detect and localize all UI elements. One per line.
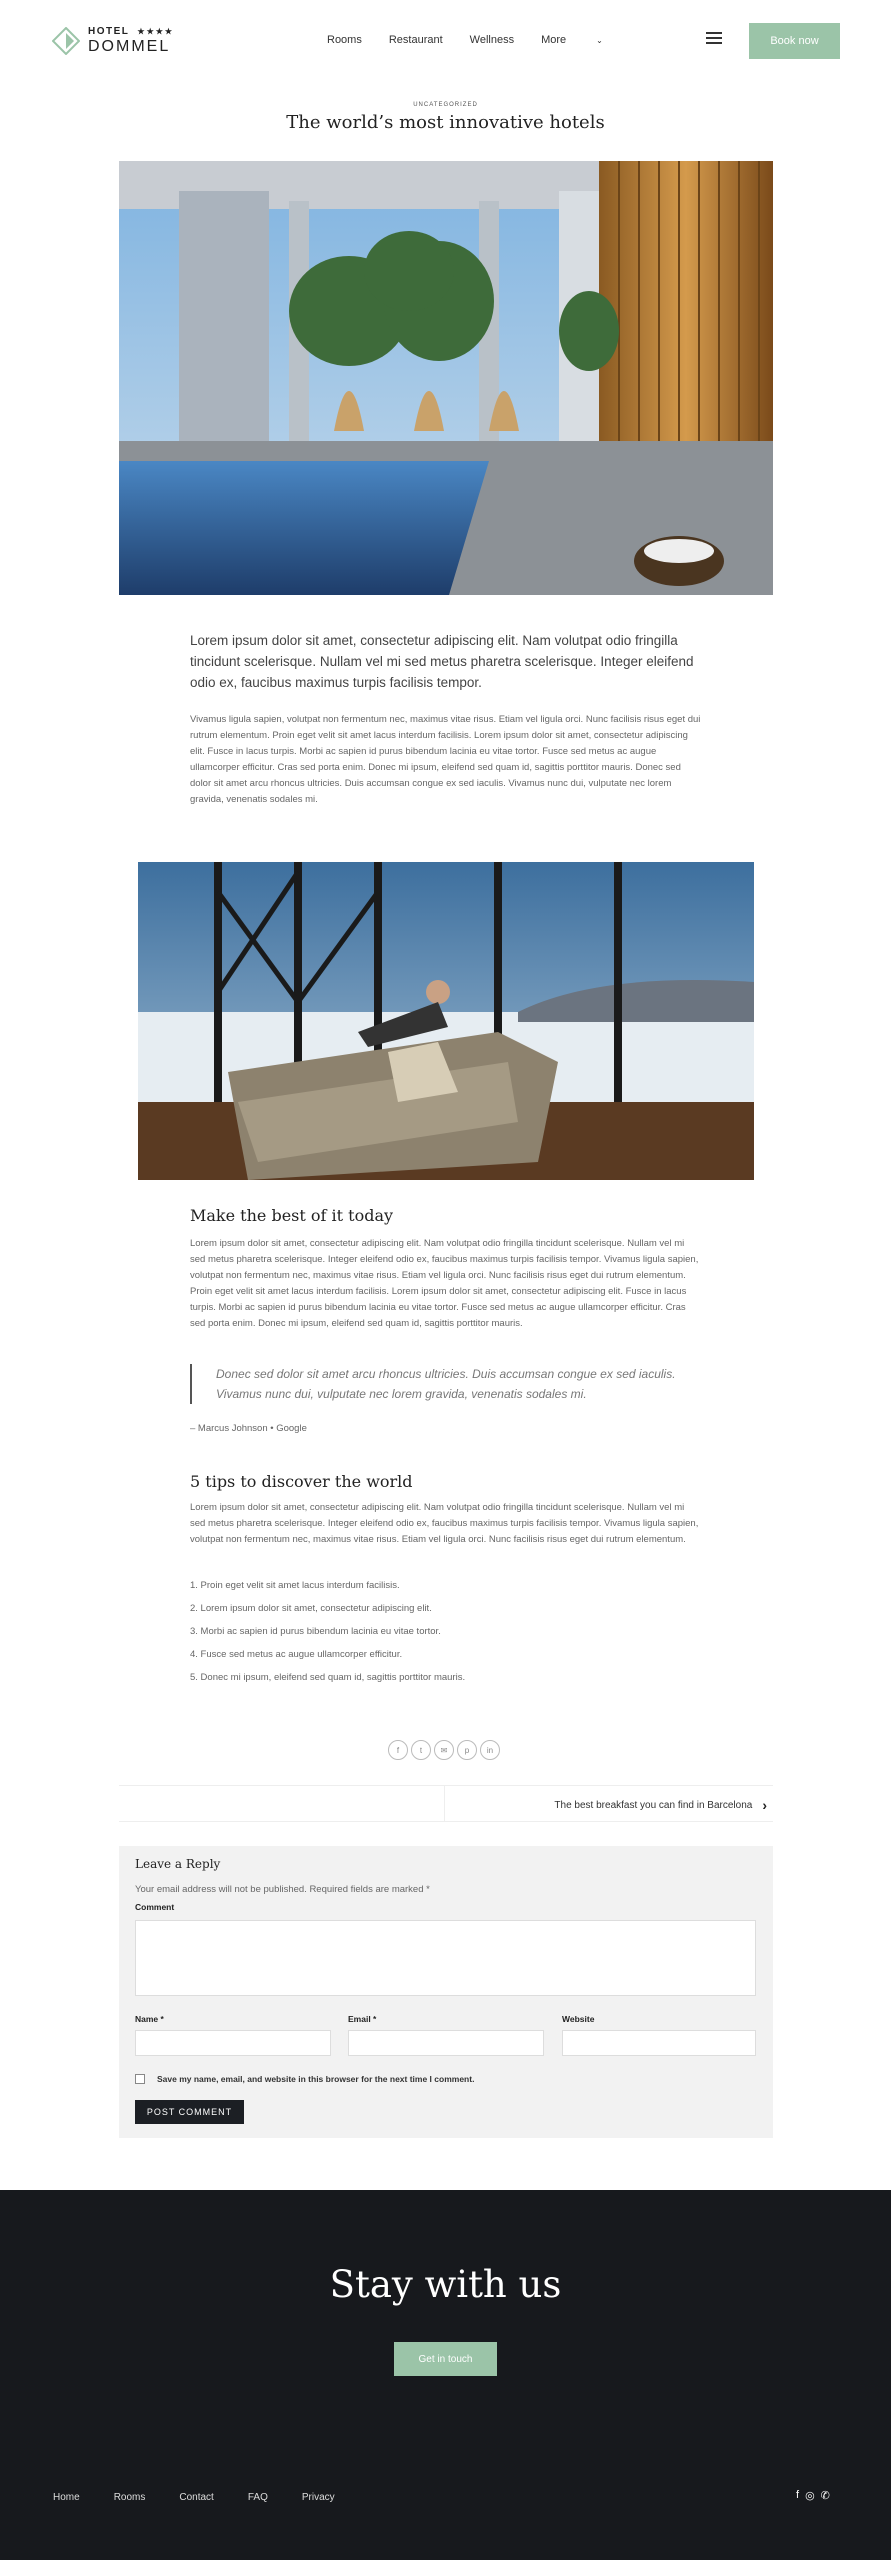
post-comment-button[interactable]: POST COMMENT <box>135 2100 244 2124</box>
chevron-down-icon: ⌄ <box>596 35 603 45</box>
nav-more-label: More <box>541 34 567 46</box>
footer-nav-privacy[interactable]: Privacy <box>301 2492 335 2503</box>
reply-note: Your email address will not be published. Required fields are marked * <box>135 1884 430 1895</box>
reply-title: Leave a Reply <box>135 1857 221 1871</box>
logo-stars: ★★★★ <box>137 27 175 36</box>
section-heading-tips: 5 tips to discover the world <box>190 1472 413 1491</box>
chevron-right-icon: › <box>762 1797 767 1813</box>
logo-name-text: DOMMEL <box>88 38 171 55</box>
post-navigation <box>119 1785 773 1822</box>
linkedin-icon[interactable]: in <box>480 1740 500 1760</box>
list-item: 1. Proin eget velit sit amet lacus interdum facilisis. <box>190 1580 400 1591</box>
reply-form <box>119 1846 773 2138</box>
list-item: 4. Fusce sed metus ac augue ullamcorper efficitur. <box>190 1649 403 1660</box>
site-footer <box>0 2190 891 2560</box>
save-info-row <box>135 2074 474 2084</box>
footer-nav-contact[interactable]: Contact <box>179 2492 214 2503</box>
post-title: The world’s most innovative hotels <box>286 112 605 133</box>
website-input[interactable] <box>562 2030 756 2056</box>
name-input[interactable] <box>135 2030 331 2056</box>
footer-nav <box>53 2492 369 2503</box>
nav-more[interactable] <box>541 34 630 46</box>
book-now-button[interactable]: Book now <box>749 23 840 59</box>
pinterest-icon[interactable]: p <box>457 1740 477 1760</box>
facebook-icon[interactable]: f <box>388 1740 408 1760</box>
footer-nav-faq[interactable]: FAQ <box>247 2492 268 2503</box>
get-in-touch-button[interactable]: Get in touch <box>394 2342 497 2376</box>
menu-icon[interactable] <box>706 32 722 46</box>
email-label: Email * <box>348 2014 377 2024</box>
main-nav <box>327 34 657 46</box>
instagram-icon[interactable]: ◎ <box>805 2490 815 2502</box>
post-lead: Lorem ipsum dolor sit amet, consectetur adipiscing elit. Nam volutpat odio fringilla tincidunt scelerisque. Nullam vel mi sed metus pharetra scelerisque. Integer eleifend odio ex, faucibus maximus turpis facilisis tempor. <box>190 633 694 690</box>
next-post-link[interactable] <box>554 1797 767 1813</box>
email-input[interactable] <box>348 2030 544 2056</box>
name-label: Name * <box>135 2014 164 2024</box>
phone-icon[interactable]: ✆ <box>820 2490 830 2502</box>
post-paragraph-1: Vivamus ligula sapien, volutpat non fermentum nec, maximus vitae risus. Etiam vel ligula orci. Nunc facilisis risus eget dui rutrum elementum. Proin eget velit sit amet lacus interdum facilisis. Lorem ipsum dolor sit amet, consectetur adipiscing elit. Fusce in lacus turpis. Morbi ac sapien id purus bibendum lacinia eu vitae tortor. Fusce sed metus ac augue ullamcorper efficitur. Cras sed porta enim. Donec mi ipsum, eleifend sed quam id, sagittis porttitor mauris. Donec sed dolor sit amet arcu rhoncus ultricies. Duis accumsan congue ex sed iaculis. Vivamus nunc dui, vulputate nec lorem gravida, venenatis sodales mi. <box>190 714 701 805</box>
website-label: Website <box>562 2014 595 2024</box>
diamond-logo-icon <box>52 27 80 55</box>
tips-list <box>190 1580 701 1695</box>
save-info-checkbox[interactable] <box>135 2074 145 2084</box>
post-category[interactable]: UNCATEGORIZED <box>413 102 478 108</box>
comment-label: Comment <box>135 1902 175 1912</box>
lounge-image <box>138 862 754 1180</box>
post-paragraph-3: Lorem ipsum dolor sit amet, consectetur adipiscing elit. Nam volutpat odio fringilla tincidunt scelerisque. Nullam vel mi sed metus pharetra scelerisque. Integer eleifend odio ex, faucibus maximus turpis facilisis tempor. Vivamus ligula sapien, volutpat non fermentum nec, maximus vitae risus. Etiam vel ligula orci. Nunc facilisis risus eget dui rutrum elementum. <box>190 1502 699 1545</box>
footer-nav-home[interactable]: Home <box>53 2492 80 2503</box>
nav-restaurant[interactable]: Restaurant <box>388 34 443 46</box>
twitter-icon[interactable]: t <box>411 1740 431 1760</box>
email-icon[interactable]: ✉ <box>434 1740 454 1760</box>
comment-textarea[interactable] <box>135 1920 756 1996</box>
footer-nav-rooms[interactable]: Rooms <box>113 2492 146 2503</box>
post-paragraph-2: Lorem ipsum dolor sit amet, consectetur adipiscing elit. Nam volutpat odio fringilla tincidunt scelerisque. Nullam vel mi sed metus pharetra scelerisque. Integer eleifend odio ex, faucibus maximus turpis facilisis tempor. Vivamus ligula sapien, volutpat non fermentum nec, maximus vitae risus. Etiam vel ligula orci. Nunc facilisis risus eget dui rutrum elementum. Proin eget velit sit amet lacus interdum facilisis. Lorem ipsum dolor sit amet, consectetur adipiscing elit. Fusce in lacus turpis. Morbi ac sapien id purus bibendum lacinia eu vitae tortor. Fusce sed metus ac augue ullamcorper efficitur. Cras sed porta enim. Donec mi ipsum, eleifend sed quam id, sagittis porttitor mauris. <box>190 1238 699 1329</box>
save-info-label: Save my name, email, and website in this browser for the next time I comment. <box>157 2074 475 2084</box>
footer-title: Stay with us <box>329 2263 562 2306</box>
site-header <box>0 0 891 82</box>
share-buttons <box>388 1740 503 1760</box>
list-item: 5. Donec mi ipsum, eleifend sed quam id, sagittis porttitor mauris. <box>190 1672 466 1683</box>
footer-social <box>796 2489 836 2502</box>
section-heading-best: Make the best of it today <box>190 1206 394 1225</box>
quote-citation: – Marcus Johnson • Google <box>190 1423 307 1434</box>
next-post-title: The best breakfast you can find in Barcelona <box>554 1799 753 1811</box>
nav-rooms[interactable]: Rooms <box>327 34 362 46</box>
post-blockquote: Donec sed dolor sit amet arcu rhoncus ultricies. Duis accumsan congue ex sed iaculis. Vivamus nunc dui, vulputate nec lorem gravida, venenatis sodales mi. <box>190 1364 701 1404</box>
hero-image <box>119 161 773 595</box>
list-item: 2. Lorem ipsum dolor sit amet, consectetur adipiscing elit. <box>190 1603 432 1614</box>
hotel-logo[interactable] <box>52 26 174 56</box>
logo-hotel-text: HOTEL <box>88 26 130 37</box>
facebook-icon[interactable]: f <box>796 2489 800 2501</box>
post-nav-divider <box>444 1786 445 1822</box>
list-item: 3. Morbi ac sapien id purus bibendum lacinia eu vitae tortor. <box>190 1626 441 1637</box>
nav-wellness[interactable]: Wellness <box>469 34 515 46</box>
